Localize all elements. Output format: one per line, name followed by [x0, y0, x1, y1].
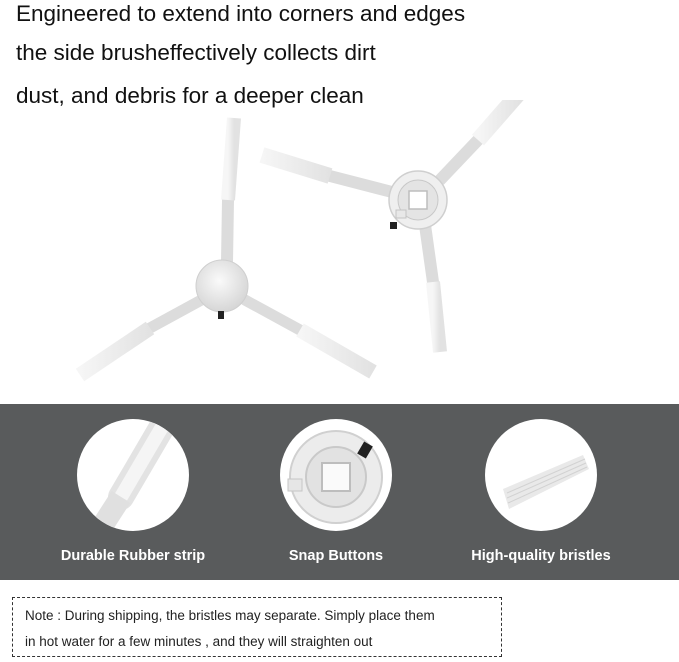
snap-button-closeup-icon — [280, 419, 392, 531]
shipping-note — [12, 597, 502, 657]
feature-label-bristles: High-quality bristles — [471, 548, 611, 564]
feature-label-rubber-strip: Durable Rubber strip — [60, 548, 206, 564]
feature-label-snap-buttons: Snap Buttons — [288, 548, 384, 564]
rubber-strip-closeup-icon — [77, 419, 189, 531]
headline-line-1: Engineered to extend into corners and edges — [16, 1, 466, 26]
side-brush-back-icon — [262, 100, 520, 352]
note-line-1: Note : During shipping, the bristles may separate. Simply place them — [25, 608, 435, 623]
product-hero-image — [0, 100, 679, 400]
headline-line-3: dust, and debris for a deeper clean — [16, 83, 364, 108]
note-line-2: in hot water for a few minutes , and they will straighten out — [25, 634, 373, 649]
headline-line-2: the side brusheffectively collects dirt — [16, 40, 376, 65]
bristles-closeup-icon — [485, 419, 597, 531]
side-brush-front-icon — [80, 118, 373, 375]
features-band — [0, 404, 679, 580]
